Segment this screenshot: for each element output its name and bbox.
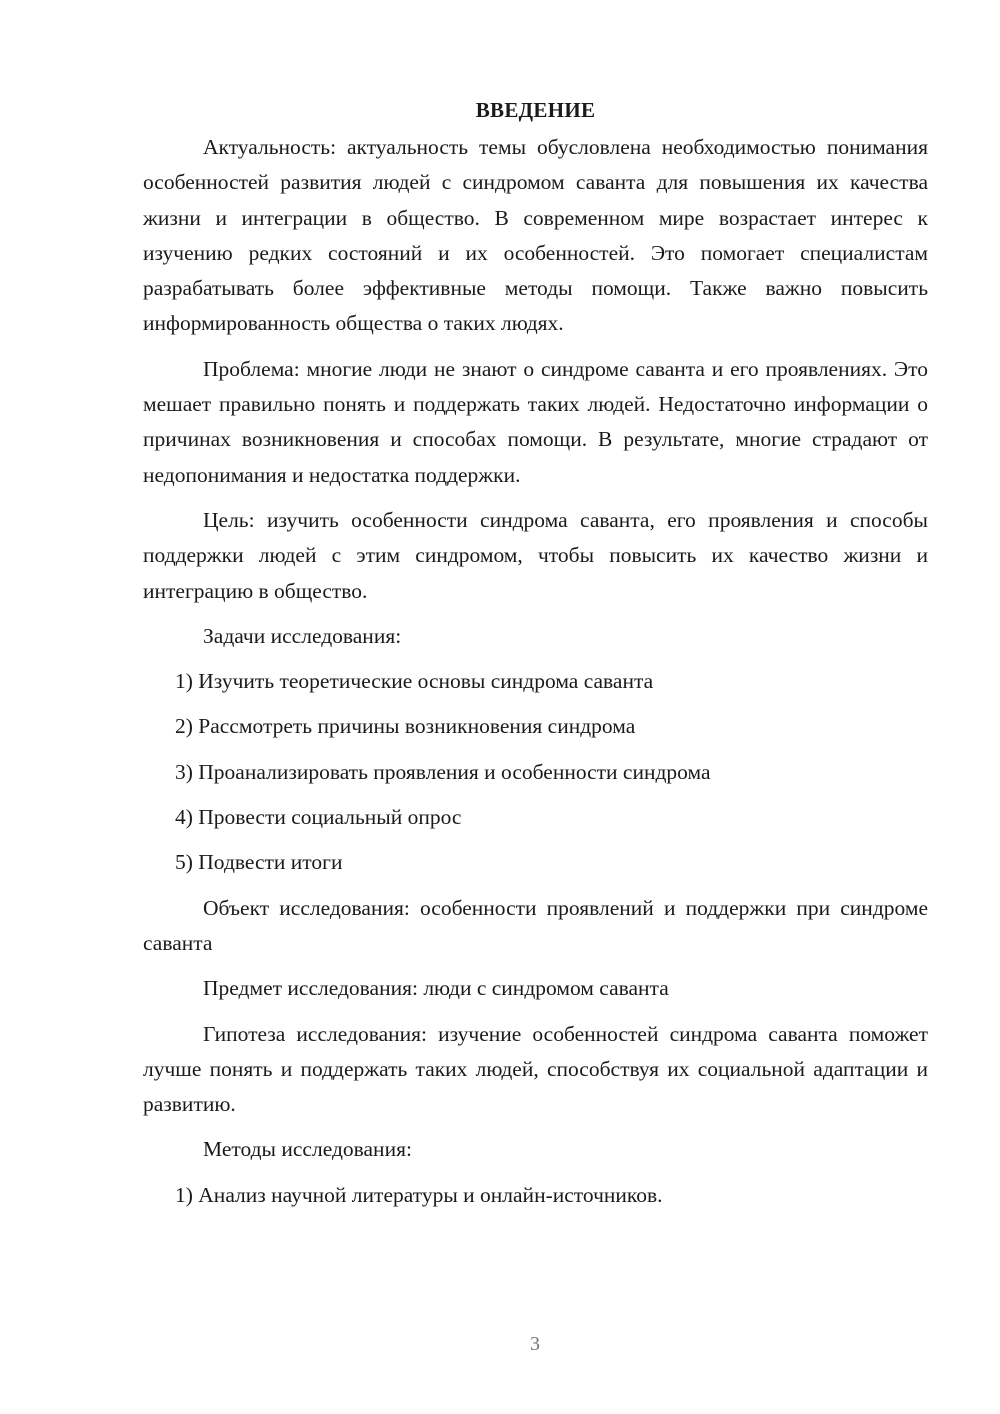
page-title: ВВЕДЕНИЕ — [475, 98, 596, 122]
tasks-list — [143, 664, 928, 880]
problem-paragraph: Проблема: многие люди не знают о синдроме саванта и его проявлениях. Это мешает правильно понять и поддержать таких людей. Недостаточно информации о причинах возникновения и способах помощи. В результате, многие страдают от недопонимания и недостатка поддержки. — [143, 356, 928, 487]
list-item: 4) Провести социальный опрос — [175, 805, 462, 830]
relevance-paragraph: Актуальность: актуальность темы обусловлена необходимостью понимания особенностей развития людей с синдромом саванта для повышения их качества жизни и интеграции в общество. В современном мире возрастает интерес к изучению редких состояний и их особенностей. Это помогает специалистам разрабатывать более эффективные методы помощи. Также важно повысить информированность общества о таких людях. — [143, 135, 928, 336]
methods-label: Методы исследования: — [203, 1137, 412, 1162]
list-item: 2) Рассмотреть причины возникновения синдрома — [175, 714, 636, 739]
list-item: 1) Изучить теоретические основы синдрома саванта — [175, 669, 654, 694]
page-number: 3 — [530, 1333, 540, 1355]
hypothesis-paragraph: Гипотеза исследования: изучение особенностей синдрома саванта поможет лучше понять и поддержать таких людей, способствуя их социальной адаптации и развитию. — [143, 1021, 928, 1117]
list-item: 5) Подвести итоги — [175, 850, 343, 875]
list-item: 3) Проанализировать проявления и особенности синдрома — [175, 759, 711, 784]
tasks-label: Задачи исследования: — [203, 623, 402, 648]
goal-paragraph: Цель: изучить особенности синдрома саванта, его проявления и способы поддержки людей с этим синдромом, чтобы повысить их качество жизни и интеграцию в общество. — [143, 507, 928, 603]
list-item: 1) Анализ научной литературы и онлайн-источников. — [175, 1182, 663, 1207]
document-page — [143, 92, 928, 1223]
subject-paragraph: Предмет исследования: люди с синдромом саванта — [203, 976, 669, 1001]
object-paragraph: Объект исследования: особенности проявлений и поддержки при синдроме саванта — [143, 895, 928, 955]
methods-list — [143, 1178, 928, 1213]
